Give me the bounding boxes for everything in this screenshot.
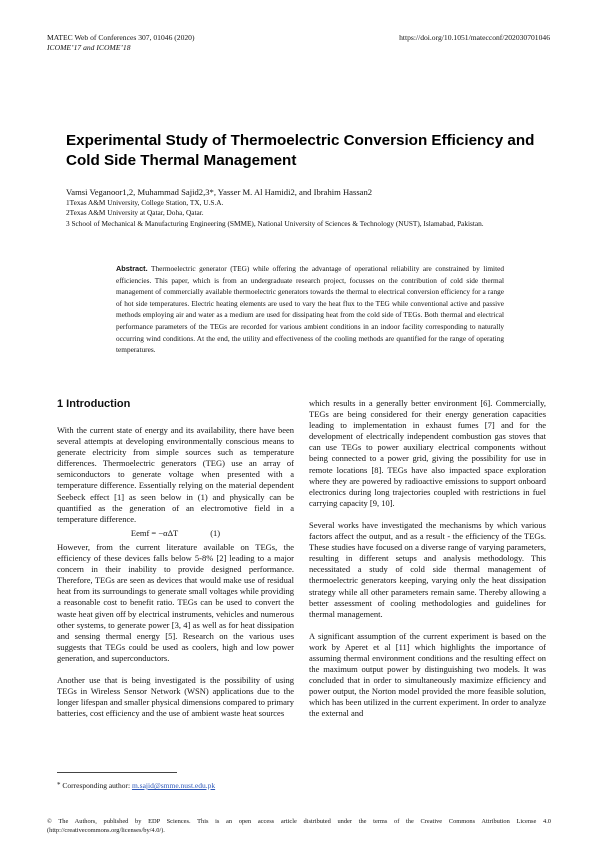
author-list: Vamsi Veganoor1,2, Muhammad Sajid2,3*, Yasser M. Al Hamidi2, and Ibrahim Hassan2 xyxy=(66,187,373,197)
equation-expression: Eemf = −αΔT xyxy=(130,527,179,538)
intro-paragraph-5: Several works have investigated the mechanisms by which various factors affect the output, and as a result - the efficiency of the TEGs. These studies have focused on a diverse range of varying parameters, resulting in different setups and analysis methodology. This necessitated a study of cold side thermal management of thermoelectric generators keeping, varying only the heat dissipation strategy while all other parameters remain same. Thereby allowing a better assessment of cooling methodologies and guidelines for thermal management. xyxy=(309,519,546,619)
conference-name: ICOME’17 and ICOME’18 xyxy=(47,43,131,52)
footnote-rule xyxy=(57,772,177,773)
paper-title: Experimental Study of Thermoelectric Conversion Efficiency and Cold Side Thermal Management xyxy=(66,132,535,169)
intro-paragraph-3: Another use that is being investigated is the possibility of using TEGs in Wireless Sensor Network (WSN) applications due to the longer lifespan and smaller physical dimensions compared to primary batteries, cost efficiency and the use of ambient waste heat sources xyxy=(57,674,294,719)
footnote-label: Corresponding author: xyxy=(62,781,132,790)
footnote-marker: * xyxy=(57,781,61,789)
abstract xyxy=(116,263,504,356)
journal-citation: MATEC Web of Conferences 307, 01046 (2020) xyxy=(47,33,195,42)
abstract-text: Thermoelectric generator (TEG) while offering the advantage of operational reliability are constrained by limited efficiencies. This paper, which is from an undergraduate research project, focusses on the contribution of cold side thermal management of commercially available thermoelectric generators towards the thermal to electrical conversion efficiency for a range of hot side temperatures. Electric heating elements are used to vary the heat flux to the TEG while conventional active and passive methods employing air and water as a medium are used for dissipating heat from the cold side of TEGs. Both thermal and electrical performance parameters of the TEGs are recorded for various ambient conditions in an indoor facility corresponding to naturally occurring wind conditions. At the end, the utility and effectiveness of the cooling methods are quantified for the range of operating temperatures. xyxy=(116,264,504,355)
license-notice: © The Authors, published by EDP Sciences. This is an open access article distributed under the terms of the Creative Commons Attribution License 4.0 (http://creativecommons.org/licenses/by/4.0/). xyxy=(47,818,551,834)
author-email-link[interactable]: m.sajid@smme.nust.edu.pk xyxy=(131,781,216,790)
affiliation-1: 1Texas A&M University, College Station, TX, U.S.A. xyxy=(66,198,224,207)
equation-number: (1) xyxy=(210,527,221,538)
intro-paragraph-2: However, from the current literature available on TEGs, the efficiency of these devices falls below 5-8% [2] leading to a major concern in their inability to provide designed performance. Therefore, TEGs are seen as devices that would make use of residual heat from its surroundings to generate small voltages while providing a reasonable cost to benefit ratio. TEGs can be used to convert the waste heat given off by electrical instruments, vehicles and numerous other systems, to generate power [3, 4] as well as for heat dissipation and sensing thermal energy [5]. Research on the various uses suggests that TEGs could be used as coolers, high and low power generation, and superconductors. xyxy=(57,541,294,663)
doi-link[interactable]: https://doi.org/10.1051/matecconf/202030701046 xyxy=(399,33,550,42)
intro-paragraph-6: A significant assumption of the current experiment is based on the work by Aperet et al [11] which highlights the importance of assuming thermal environment conditions and the resulting effect on the maximum output power by distinguishing two models. It was concluded that in order to simultaneously maximize efficiency and power output, the Norton model provided the more feasible solution, which has been utilized in the current experiment. In order to analyze the external and xyxy=(309,630,546,719)
section-heading: 1 Introduction xyxy=(57,398,131,410)
intro-paragraph-1: With the current state of energy and its availability, there have been several attempts at developing environmentally conscious means to generate electricity from simple sources such as temperature differences. Thermoelectric generators (TEG) use an array of semiconductors to generate voltage when presented with a temperature difference. Essentially relying on the material dependent Seebeck effect [1] as seen below in (1) and physically can be quantified as the generation of an electromotive field in a temperature difference. xyxy=(57,425,294,524)
left-column xyxy=(57,397,294,719)
footnote xyxy=(57,781,215,790)
right-column xyxy=(309,398,546,720)
equation-1 xyxy=(57,528,294,539)
affiliation-3: 3 School of Mechanical & Manufacturing Engineering (SMME), National University of Sciences & Technology (NUST), Islamabad, Pakistan. xyxy=(66,218,484,228)
intro-paragraph-4: which results in a generally better environment [6]. Commercially, TEGs are being considered for their energy generation capacities leading to implementation in exhaust fumes [7] and for the development of electrically independent combustion gas stoves that can use TEGs to power auxiliary electrical components without being connected to a power grid, giving the possibility for use in remote locations [8]. TEGs have also impacted space exploration where they are powered by radioactive emissions to support onboard electronics during long trajectories coupled with restrictions in fuel carrying capacity [9, 10]. xyxy=(309,398,546,508)
abstract-label: Abstract. xyxy=(116,264,148,273)
affiliations xyxy=(66,198,550,229)
affiliation-2: 2Texas A&M University at Qatar, Doha, Qatar. xyxy=(66,208,204,218)
running-header-left xyxy=(47,33,195,53)
